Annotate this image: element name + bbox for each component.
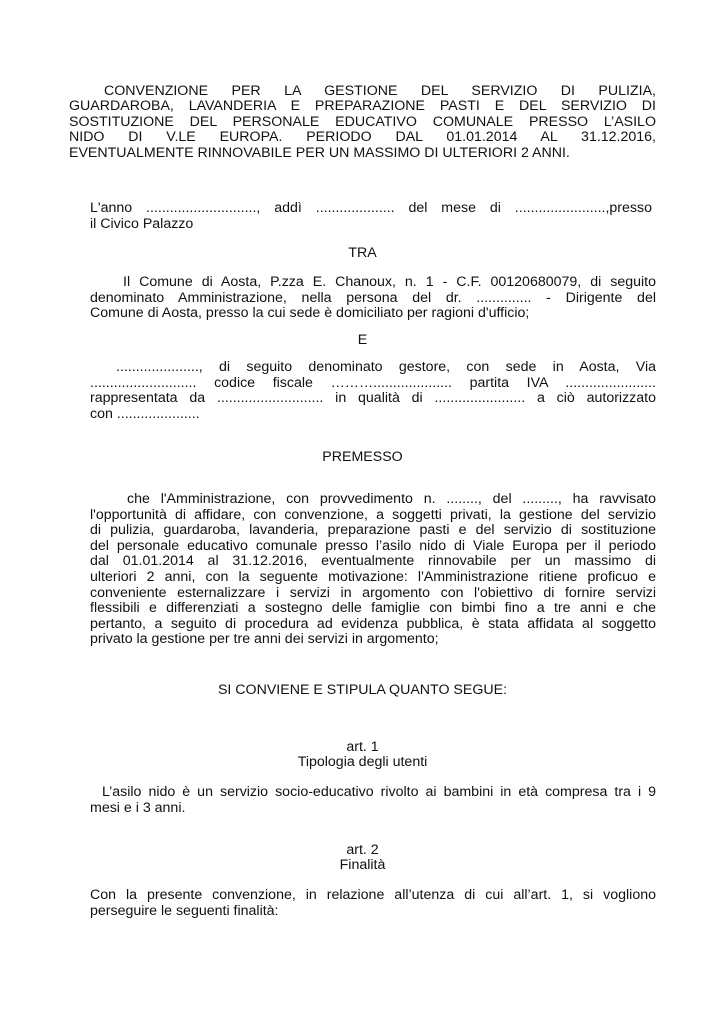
premesso-line: conveniente esternalizzare i servizi in argomento con l'obiettivo di fornire servizi [90,584,656,601]
title-line: CONVENZIONE PER LA GESTIONE DEL SERVIZIO DI PULIZIA, [104,83,656,99]
comune-paragraph [90,275,656,322]
gestore-paragraph [90,360,656,422]
intro-line: L'anno ............................, addì .................... del mese di .......................,presso [90,200,652,216]
tra-heading: TRA [348,245,377,261]
art2-paragraph [90,888,656,919]
art1-heading: Tipologia degli utenti [297,754,428,770]
premesso-line: flessibili e differenziati a sostegno delle famiglie con bimbi fino a tre anni e che [90,600,656,617]
premesso-line: del personale educativo comunale presso l’asilo nido di Viale Europa per il periodo [90,537,656,554]
e-heading: E [357,332,368,348]
premesso-line: privato la gestione per tre anni dei servizi in argomento; [90,631,439,648]
title-line: SOSTITUZIONE DEL PERSONALE EDUCATIVO COMUNALE PRESSO L’ASILO [69,113,656,130]
gestore-line: ....................., di seguito denominato gestore, con sede in Aosta, Via [116,359,656,375]
title-line: NIDO DI V.LE EUROPA. PERIODO DAL 01.01.2014 AL 31.12.2016, [69,129,656,146]
art1-line: L’asilo nido è un servizio socio-educativo rivolto ai bambini in età compresa tra i 9 [102,784,656,800]
art1-line: mesi e i 3 anni. [90,799,186,816]
comune-line: Il Comune di Aosta, P.zza E. Chanoux, n. 1 - C.F. 00120680079, di seguito [123,274,656,290]
art2-line: Con la presente convenzione, in relazione all’utenza di cui all’art. 1, si vogliono [90,887,656,903]
premesso-heading: PREMESSO [322,449,403,465]
premesso-paragraph [90,492,656,648]
premesso-line: ulteriori 2 anni, con la seguente motivazione: l'Amministrazione ritiene proficuo e [90,568,656,585]
comune-line: Comune di Aosta, presso la cui sede è domiciliato per ragioni d'ufficio; [90,305,530,322]
premesso-line: di pulizia, guardaroba, lavanderia, preparazione pasti e del servizio di sostituzione [90,522,656,539]
art2-number: art. 2 [346,842,379,858]
premesso-line: dal 01.01.2014 al 31.12.2016, eventualmente rinnovabile per un massimo di [90,553,656,570]
title-line: EVENTUALMENTE RINNOVABILE PER UN MASSIMO DI ULTERIORI 2 ANNI. [69,144,570,161]
gestore-line: con ..................... [90,405,200,422]
premesso-line: pertanto, a seguito di procedura ad evidenza pubblica, è stata affidata al soggetto [90,615,656,632]
art2-heading: Finalità [339,857,386,873]
title-line: GUARDAROBA, LAVANDERIA E PREPARAZIONE PASTI E DEL SERVIZIO DI [69,98,656,115]
intro-line: il Civico Palazzo [90,215,194,232]
gestore-line: rappresentata da ........................... in qualità di ....................... a ciò autorizzato [90,390,656,407]
art1-number: art. 1 [346,739,379,755]
document-title [69,84,656,161]
art2-line: perseguire le seguenti finalità: [90,902,279,919]
gestore-line: ........................... codice fiscale ……….................... partita IVA ....................... [90,374,656,391]
premesso-line: che l'Amministrazione, con provvedimento n. ........, del ........., ha ravvisato [127,491,656,507]
si-conviene-heading: SI CONVIENE E STIPULA QUANTO SEGUE: [217,682,508,698]
art1-paragraph [90,785,656,816]
premesso-line: l'opportunità di affidare, con convenzione, a soggetti privati, la gestione del servizio [90,506,656,523]
comune-line: denominato Amministrazione, nella persona del dr. .............. - Dirigente del [90,289,656,306]
intro-paragraph [90,201,652,232]
